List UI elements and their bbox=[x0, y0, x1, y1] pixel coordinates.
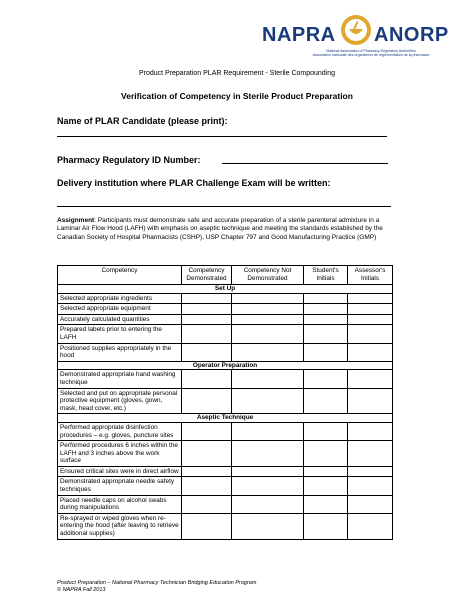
mortar-emblem-icon bbox=[340, 14, 372, 46]
assessor-initials-cell[interactable] bbox=[348, 370, 393, 388]
table-row bbox=[58, 343, 393, 361]
logo-subtext-fr: Association nationale des organismes de réglementation de la pharmacie bbox=[312, 53, 430, 58]
logo-subtext bbox=[296, 49, 446, 58]
assessor-initials-cell[interactable] bbox=[348, 304, 393, 315]
assignment-paragraph bbox=[57, 217, 387, 242]
section-title-aseptic-technique: Aseptic Technique bbox=[58, 414, 393, 423]
table-row bbox=[58, 293, 393, 304]
competency-cell: Placed needle caps on alcohol swabs during manipulations bbox=[58, 495, 182, 513]
demonstrated-cell[interactable] bbox=[182, 304, 232, 315]
demonstrated-cell[interactable] bbox=[182, 495, 232, 513]
student-initials-cell[interactable] bbox=[304, 293, 348, 304]
table-row bbox=[58, 325, 393, 343]
demonstrated-cell[interactable] bbox=[182, 325, 232, 343]
table-row bbox=[58, 466, 393, 477]
competency-cell: Accurately calculated quantities bbox=[58, 314, 182, 325]
section-row bbox=[58, 285, 393, 294]
student-initials-cell[interactable] bbox=[304, 314, 348, 325]
table-row bbox=[58, 304, 393, 315]
demonstrated-cell[interactable] bbox=[182, 466, 232, 477]
assessor-initials-cell[interactable] bbox=[348, 495, 393, 513]
competency-cell: Selected appropriate equipment bbox=[58, 304, 182, 315]
not-demonstrated-cell[interactable] bbox=[232, 513, 304, 539]
not-demonstrated-cell[interactable] bbox=[232, 314, 304, 325]
delivery-institution-label: Delivery institution where PLAR Challenge Exam will be written: bbox=[57, 178, 331, 188]
competency-cell: Re-sprayed or wiped gloves when re-entering the hood (after leaving to retrieve additional supplies) bbox=[58, 513, 182, 539]
napra-anorp-logo bbox=[258, 14, 454, 62]
table-row bbox=[58, 495, 393, 513]
competency-cell: Selected and put on appropriate personal protective equipment (gloves, gown, mask, head cover, etc.) bbox=[58, 388, 182, 414]
document-title: Verification of Competency in Sterile Product Preparation bbox=[121, 91, 353, 101]
assignment-text: : Participants must demonstrate safe and accurate preparation of a sterile parenteral admixture in a Laminar Air Flow Hood (LAFH) with emphasis on aseptic technique and meeting the standards established by the Canadian Society of Hospital Pharmacists (CSHP), USP Chapter 797 and Good Manufacturing Practice (GMP) bbox=[57, 217, 383, 241]
footer-copyright: © NAPRA Fall 2013 bbox=[57, 587, 106, 593]
demonstrated-cell[interactable] bbox=[182, 370, 232, 388]
header-assessor-initials: Assessor's Initials bbox=[348, 266, 393, 285]
not-demonstrated-cell[interactable] bbox=[232, 293, 304, 304]
assessor-initials-cell[interactable] bbox=[348, 513, 393, 539]
assessor-initials-cell[interactable] bbox=[348, 441, 393, 467]
assessor-initials-cell[interactable] bbox=[348, 388, 393, 414]
demonstrated-cell[interactable] bbox=[182, 293, 232, 304]
table-row bbox=[58, 441, 393, 467]
candidate-name-label: Name of PLAR Candidate (please print): bbox=[57, 116, 228, 126]
competency-table bbox=[57, 265, 393, 540]
regulatory-id-line bbox=[222, 163, 388, 164]
candidate-name-line bbox=[57, 136, 387, 137]
competency-cell: Performed appropriate disinfection procedures – e.g. gloves, puncture sites bbox=[58, 422, 182, 440]
demonstrated-cell[interactable] bbox=[182, 388, 232, 414]
section-title-operator-preparation: Operator Preparation bbox=[58, 361, 393, 370]
not-demonstrated-cell[interactable] bbox=[232, 325, 304, 343]
section-row bbox=[58, 414, 393, 423]
competency-cell: Prepared labels prior to entering the LAFH bbox=[58, 325, 182, 343]
header-not-demonstrated: Competency Not Demonstrated bbox=[232, 266, 304, 285]
table-header-row bbox=[58, 266, 393, 285]
demonstrated-cell[interactable] bbox=[182, 314, 232, 325]
assessor-initials-cell[interactable] bbox=[348, 314, 393, 325]
table-row bbox=[58, 314, 393, 325]
not-demonstrated-cell[interactable] bbox=[232, 477, 304, 495]
assessor-initials-cell[interactable] bbox=[348, 477, 393, 495]
section-title-set-up: Set Up bbox=[58, 285, 393, 294]
delivery-institution-line bbox=[57, 206, 391, 207]
not-demonstrated-cell[interactable] bbox=[232, 495, 304, 513]
logo-subtext-en: National Association of Pharmacy Regulatory Authorities bbox=[326, 49, 416, 53]
demonstrated-cell[interactable] bbox=[182, 441, 232, 467]
not-demonstrated-cell[interactable] bbox=[232, 304, 304, 315]
regulatory-id-label: Pharmacy Regulatory ID Number: bbox=[57, 155, 201, 165]
document-subtitle: Product Preparation PLAR Requirement - Sterile Compounding bbox=[138, 70, 336, 77]
demonstrated-cell[interactable] bbox=[182, 477, 232, 495]
student-initials-cell[interactable] bbox=[304, 422, 348, 440]
competency-cell: Demonstrated appropriate hand washing technique bbox=[58, 370, 182, 388]
table-row bbox=[58, 388, 393, 414]
demonstrated-cell[interactable] bbox=[182, 513, 232, 539]
header-competency: Competency bbox=[58, 266, 182, 285]
assessor-initials-cell[interactable] bbox=[348, 293, 393, 304]
competency-cell: Positioned supplies appropriately in the hood bbox=[58, 343, 182, 361]
demonstrated-cell[interactable] bbox=[182, 343, 232, 361]
student-initials-cell[interactable] bbox=[304, 495, 348, 513]
assignment-label: Assignment bbox=[57, 217, 95, 224]
not-demonstrated-cell[interactable] bbox=[232, 343, 304, 361]
student-initials-cell[interactable] bbox=[304, 466, 348, 477]
table-row bbox=[58, 370, 393, 388]
student-initials-cell[interactable] bbox=[304, 325, 348, 343]
student-initials-cell[interactable] bbox=[304, 388, 348, 414]
not-demonstrated-cell[interactable] bbox=[232, 370, 304, 388]
not-demonstrated-cell[interactable] bbox=[232, 388, 304, 414]
student-initials-cell[interactable] bbox=[304, 343, 348, 361]
student-initials-cell[interactable] bbox=[304, 370, 348, 388]
header-demonstrated: Competency Demonstrated bbox=[182, 266, 232, 285]
section-row bbox=[58, 361, 393, 370]
not-demonstrated-cell[interactable] bbox=[232, 466, 304, 477]
logo-word-right: ANORP bbox=[374, 24, 449, 46]
student-initials-cell[interactable] bbox=[304, 304, 348, 315]
competency-cell: Demonstrated appropriate needle safety techniques bbox=[58, 477, 182, 495]
assessor-initials-cell[interactable] bbox=[348, 466, 393, 477]
header-student-initials: Student's Initials bbox=[304, 266, 348, 285]
student-initials-cell[interactable] bbox=[304, 477, 348, 495]
competency-cell: Selected appropriate ingredients bbox=[58, 293, 182, 304]
not-demonstrated-cell[interactable] bbox=[232, 422, 304, 440]
table-row bbox=[58, 513, 393, 539]
assessor-initials-cell[interactable] bbox=[348, 325, 393, 343]
student-initials-cell[interactable] bbox=[304, 441, 348, 467]
logo-word-left: NAPRA bbox=[262, 24, 336, 46]
assessor-initials-cell[interactable] bbox=[348, 343, 393, 361]
table-row bbox=[58, 422, 393, 440]
not-demonstrated-cell[interactable] bbox=[232, 441, 304, 467]
demonstrated-cell[interactable] bbox=[182, 422, 232, 440]
student-initials-cell[interactable] bbox=[304, 513, 348, 539]
competency-cell: Ensured critical sites were in direct airflow bbox=[58, 466, 182, 477]
table-row bbox=[58, 477, 393, 495]
page-footer bbox=[57, 580, 256, 594]
footer-program: Product Preparation – National Pharmacy Technician Bridging Education Program bbox=[57, 580, 257, 586]
assessor-initials-cell[interactable] bbox=[348, 422, 393, 440]
competency-cell: Performed procedures 6 inches within the LAFH and 3 inches above the work surface bbox=[58, 441, 182, 467]
